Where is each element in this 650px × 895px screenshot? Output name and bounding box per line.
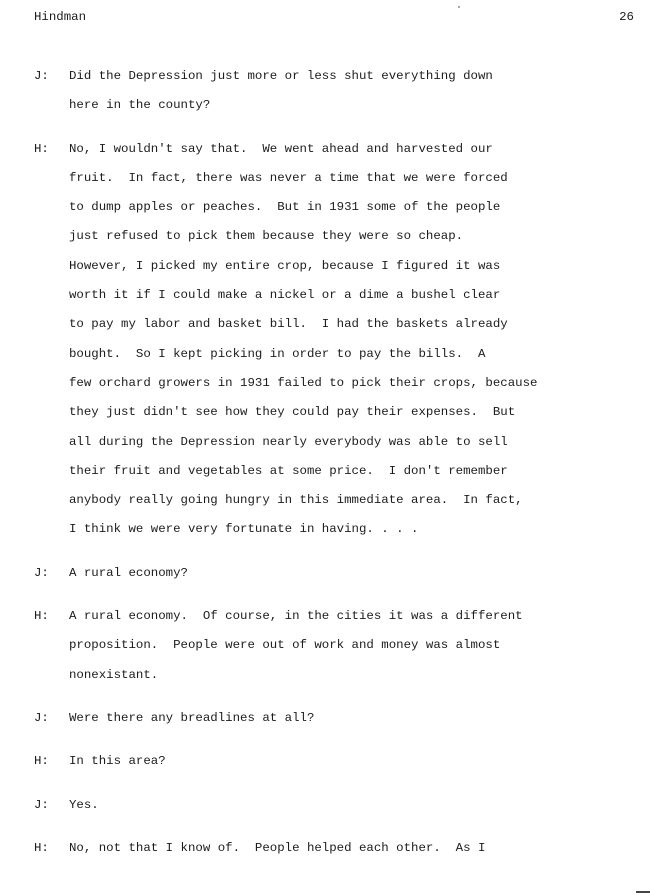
speech-line: nonexistant. bbox=[69, 667, 159, 682]
speech-text bbox=[69, 791, 634, 820]
speech-line: Were there any breadlines at all? bbox=[69, 710, 315, 725]
speech-line: worth it if I could make a nickel or a dime a bushel clear bbox=[69, 288, 501, 303]
speech-line: anybody really going hungry in this immediate area. In fact, bbox=[69, 493, 523, 508]
speaker-label: H: bbox=[34, 141, 49, 156]
speech-line: here in the county? bbox=[69, 98, 211, 113]
speech-text bbox=[69, 834, 634, 863]
speaker-label: H: bbox=[34, 840, 49, 855]
speaker-label: J: bbox=[34, 797, 49, 812]
speaker-label: J: bbox=[34, 565, 49, 580]
speech-line: In this area? bbox=[69, 754, 166, 769]
transcript-exchange bbox=[34, 602, 634, 690]
speech-line: Yes. bbox=[69, 797, 99, 812]
speech-text bbox=[69, 602, 634, 690]
speech-line: bought. So I kept picking in order to pay the bills. A bbox=[69, 346, 486, 361]
speech-line: all during the Depression nearly everybody was able to sell bbox=[69, 434, 508, 449]
speech-text bbox=[69, 704, 634, 733]
header-name: Hindman bbox=[34, 10, 87, 24]
page-number: 26 bbox=[619, 10, 634, 24]
speech-line: I think we were very fortunate in having. . . . bbox=[69, 522, 419, 537]
speech-line: they just didn't see how they could pay their expenses. But bbox=[69, 405, 516, 420]
transcript-exchange bbox=[34, 747, 634, 776]
speech-text bbox=[69, 559, 634, 588]
transcript-exchange bbox=[34, 135, 634, 545]
speaker-label: H: bbox=[34, 754, 49, 769]
speech-text bbox=[69, 135, 634, 545]
transcript-exchange bbox=[34, 559, 634, 588]
speech-line: to dump apples or peaches. But in 1931 some of the people bbox=[69, 200, 501, 215]
speaker-label: J: bbox=[34, 69, 49, 83]
transcript-exchange bbox=[34, 834, 634, 863]
speech-line: just refused to pick them because they were so cheap. bbox=[69, 229, 464, 244]
speech-line: No, I wouldn't say that. We went ahead and harvested our bbox=[69, 141, 493, 156]
transcript-exchange bbox=[34, 791, 634, 820]
speech-line: No, not that I know of. People helped each other. As I bbox=[69, 840, 486, 855]
speech-line: proposition. People were out of work and money was almost bbox=[69, 638, 501, 653]
speech-text bbox=[69, 62, 634, 121]
speech-line: few orchard growers in 1931 failed to pick their crops, because bbox=[69, 375, 538, 390]
transcript-exchange bbox=[34, 704, 634, 733]
transcript bbox=[34, 62, 634, 877]
speech-text bbox=[69, 747, 634, 776]
page-header bbox=[34, 7, 634, 27]
speaker-label: H: bbox=[34, 609, 49, 624]
page-edge-mark bbox=[636, 891, 650, 893]
speech-line: However, I picked my entire crop, because I figured it was bbox=[69, 258, 501, 273]
speech-line: fruit. In fact, there was never a time that we were forced bbox=[69, 170, 508, 185]
speech-line: to pay my labor and basket bill. I had the baskets already bbox=[69, 317, 508, 332]
speech-line: Did the Depression just more or less shut everything down bbox=[69, 69, 493, 83]
transcript-exchange bbox=[34, 62, 634, 121]
speaker-label: J: bbox=[34, 710, 49, 725]
speech-line: A rural economy? bbox=[69, 565, 188, 580]
speech-line: their fruit and vegetables at some price. I don't remember bbox=[69, 463, 508, 478]
speech-line: A rural economy. Of course, in the cities it was a different bbox=[69, 609, 523, 624]
